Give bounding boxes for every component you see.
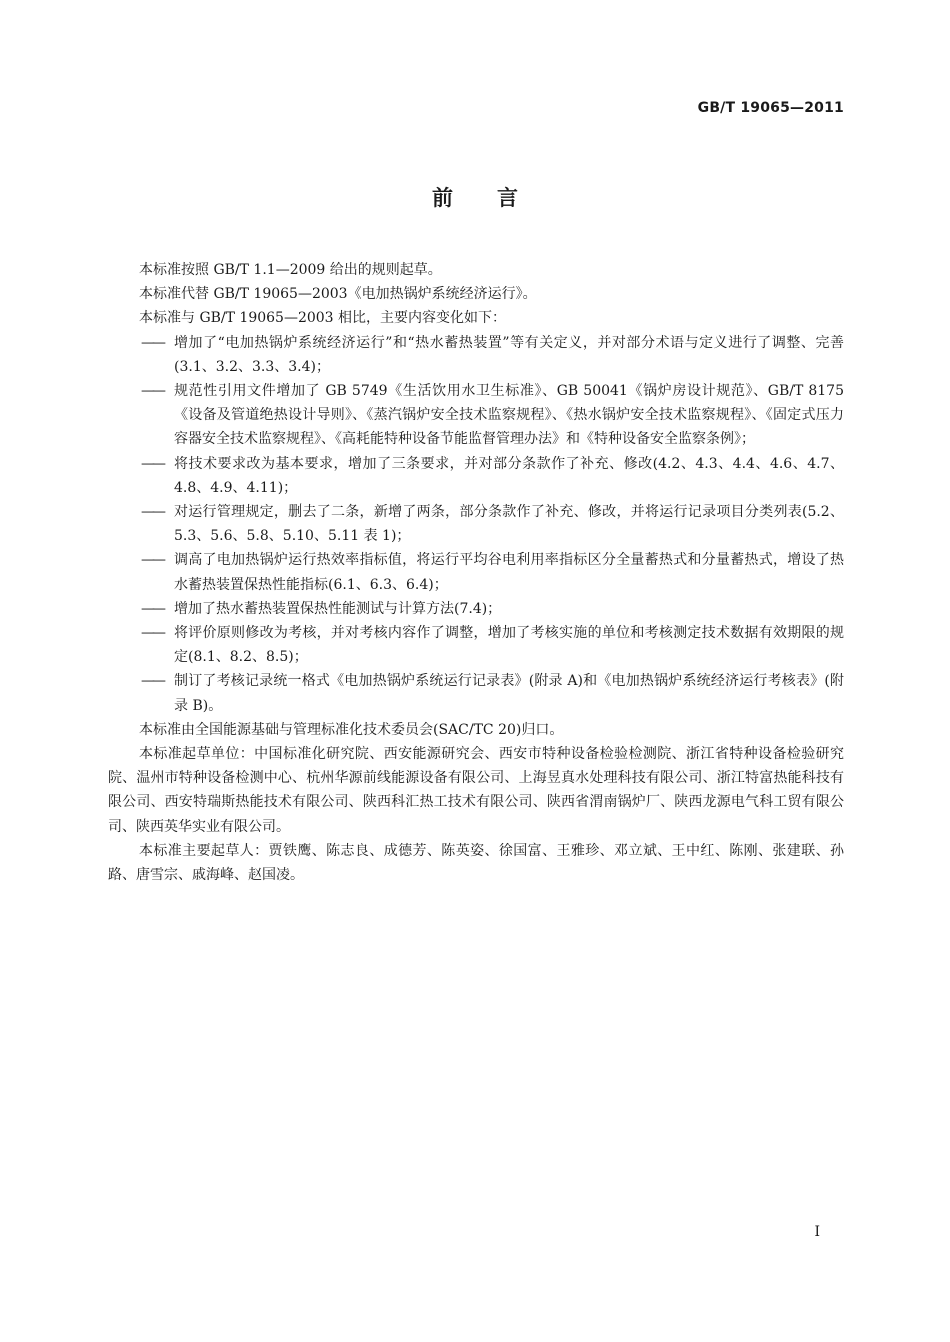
paragraph-drafters: 本标准主要起草人：贾铁鹰、陈志良、成德芳、陈英姿、徐国富、王雅珍、邓立斌、王中红、陈刚、张建联、孙路、唐雪宗、戚海峰、赵国凌。 [108,842,844,884]
paragraph-responsible-committee: 本标准由全国能源基础与管理标准化技术委员会(SAC/TC 20)归口。 [139,721,564,738]
paragraph-drafting-organizations: 本标准起草单位：中国标准化研究院、西安能源研究会、西安市特种设备检验检测院、浙江省特种设备检验研究院、温州市特种设备检测中心、杭州华源前线能源设备有限公司、上海昱真水处理科技有限公司、浙江特富热能科技有限公司、西安特瑞斯热能技术有限公司、陕西科汇热工技术有限公司、陕西省渭南锅炉厂、陕西龙源电气科工贸有限公司、陕西英华实业有限公司。 [108,746,844,835]
dash-marker: —— [141,552,163,569]
page-title-char-2: 言 [497,186,518,210]
dash-marker: —— [141,334,163,351]
list-item [108,548,844,596]
page-title [0,182,950,212]
paragraph-changes-intro: 本标准与 GB/T 19065—2003 相比，主要内容变化如下： [139,310,507,327]
page-title-char-1: 前 [432,186,453,210]
foreword-body [108,258,844,887]
list-item-text: 增加了“电加热锅炉系统经济运行”和“热水蓄热装置”等有关定义，并对部分术语与定义进行了调整、完善(3.1、3.2、3.3、3.4)； [174,334,844,375]
dash-marker: —— [141,600,163,617]
list-item-text: 增加了热水蓄热装置保热性能测试与计算方法(7.4)； [174,600,502,617]
list-item [108,597,844,621]
page-number: I [814,1224,820,1240]
list-item [108,452,844,500]
dash-marker: —— [141,625,163,642]
list-item-text: 制订了考核记录统一格式《电加热锅炉系统运行记录表》(附录 A)和《电加热锅炉系统经济运行考核表》(附录 B)。 [174,673,844,714]
dash-marker: —— [141,455,163,472]
list-item-text: 将技术要求改为基本要求，增加了三条要求，并对部分条款作了补充、修改(4.2、4.3、4.4、4.6、4.7、4.8、4.9、4.11)； [174,455,844,496]
paragraph-drafting-rules: 本标准按照 GB/T 1.1—2009 给出的规则起草。 [139,262,442,278]
list-item-text: 对运行管理规定，删去了二条，新增了两条，部分条款作了补充、修改，并将运行记录项目分类列表(5.2、5.3、5.6、5.8、5.10、5.11 表 1)； [174,504,844,545]
list-item [108,500,844,548]
list-item-text: 规范性引用文件增加了 GB 5749《生活饮用水卫生标准》、GB 50041《锅炉房设计规范》、GB/T 8175《设备及管道绝热设计导则》、《蒸汽锅炉安全技术监察规程》、《热水锅炉安全技术监察规程》、《固定式压力容器安全技术监察规程》、《高耗能特种设备节能监督管理办法》和《特种设备安全监察条例》； [174,383,844,448]
list-item [108,621,844,669]
list-item-text: 将评价原则修改为考核，并对考核内容作了调整，增加了考核实施的单位和考核测定技术数据有效期限的规定(8.1、8.2、8.5)； [174,625,844,666]
changes-list [108,331,844,718]
list-item [108,669,844,717]
standard-code: GB/T 19065—2011 [697,100,844,116]
list-item-text: 调高了电加热锅炉运行热效率指标值，将运行平均谷电利用率指标区分全量蓄热式和分量蓄热式，增设了热水蓄热装置保热性能指标(6.1、6.3、6.4)； [174,552,844,593]
list-item [108,331,844,379]
paragraph-replaces: 本标准代替 GB/T 19065—2003《电加热锅炉系统经济运行》。 [139,286,537,303]
dash-marker: —— [141,504,163,521]
dash-marker: —— [141,383,163,400]
list-item [108,379,844,452]
dash-marker: —— [141,673,163,690]
